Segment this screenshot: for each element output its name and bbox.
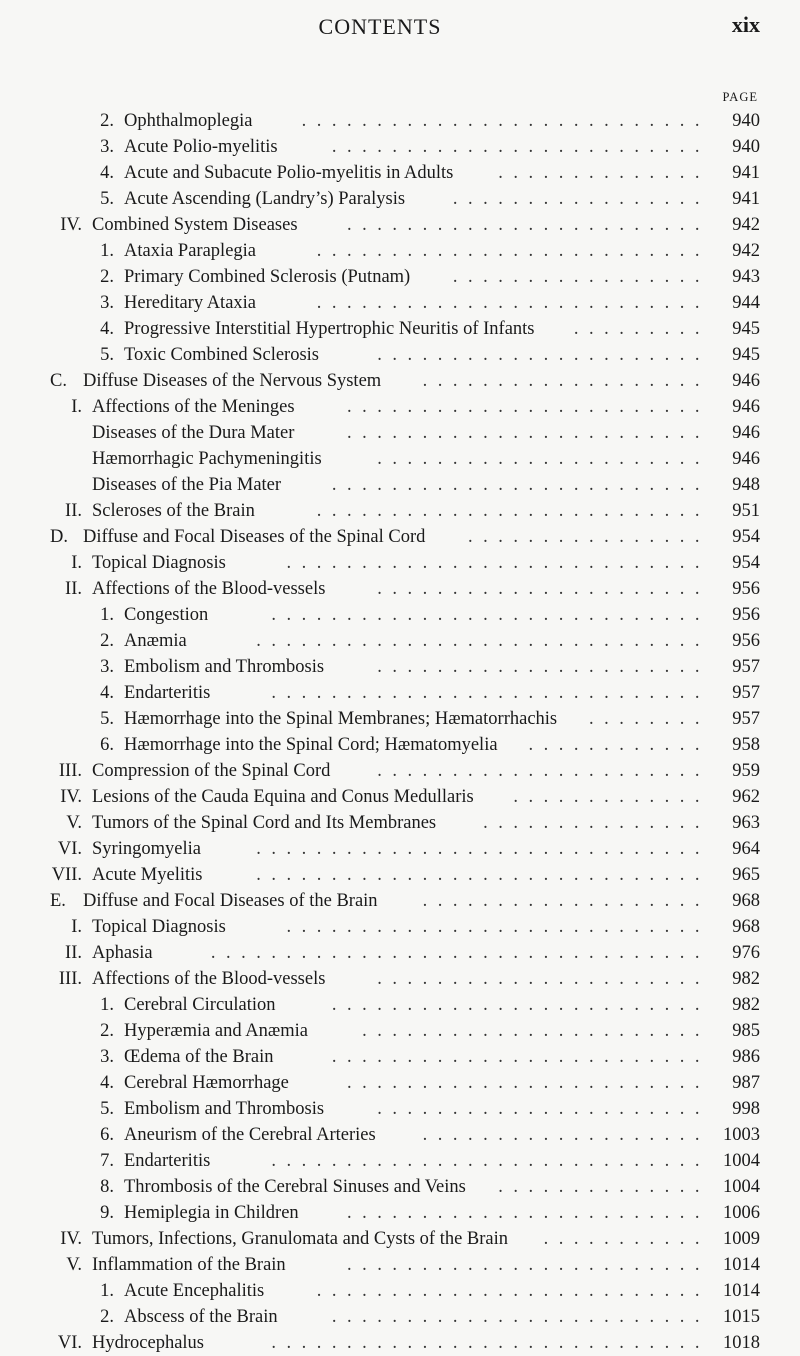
page-column-label: PAGE <box>722 90 758 104</box>
entry-number: 9. <box>100 1203 114 1223</box>
toc-entry <box>0 1330 800 1356</box>
entry-number: 6. <box>100 735 114 755</box>
toc-entry <box>0 1070 800 1096</box>
leader-dots: ........................ <box>347 215 710 235</box>
leader-dots: ........................ <box>347 1255 710 1275</box>
entry-title: Primary Combined Sclerosis (Putnam) <box>124 267 411 287</box>
entry-page-number: 954 <box>732 553 760 573</box>
entry-title: Compression of the Spinal Cord <box>92 761 331 781</box>
entry-page-number: 954 <box>732 527 760 547</box>
toc-entry <box>0 1200 800 1226</box>
entry-title: Hemiplegia in Children <box>124 1203 299 1223</box>
entry-page-number: 941 <box>732 189 760 209</box>
toc-entry <box>0 732 800 758</box>
entry-title: Diseases of the Dura Mater <box>92 423 295 443</box>
leader-dots: ............................ <box>286 917 710 937</box>
toc-entry <box>0 654 800 680</box>
entry-number: III. <box>58 761 82 781</box>
entry-number: 4. <box>100 163 114 183</box>
leader-dots: ................................. <box>210 943 710 963</box>
toc-entry <box>0 316 800 342</box>
entry-number: VII. <box>51 865 82 885</box>
entry-number: 5. <box>100 1099 114 1119</box>
entry-page-number: 982 <box>732 995 760 1015</box>
entry-title: Hereditary Ataxia <box>124 293 257 313</box>
entry-page-number: 962 <box>732 787 760 807</box>
entry-page-number: 963 <box>732 813 760 833</box>
entry-title: Anæmia <box>124 631 187 651</box>
entry-page-number: 1014 <box>723 1255 760 1275</box>
leader-dots: ............................. <box>271 1333 710 1353</box>
entry-number: 1. <box>100 1281 114 1301</box>
entry-page-number: 957 <box>732 683 760 703</box>
entry-page-number: 942 <box>732 215 760 235</box>
toc-entry <box>0 550 800 576</box>
entry-number: II. <box>65 579 82 599</box>
entry-title: Acute Polio-myelitis <box>124 137 278 157</box>
toc-entry <box>0 758 800 784</box>
entry-title: Ataxia Paraplegia <box>124 241 257 261</box>
section-letter: D. <box>50 527 68 547</box>
leader-dots: .............................. <box>256 839 710 859</box>
entry-page-number: 1004 <box>723 1151 760 1171</box>
leader-dots: ...................... <box>377 579 710 599</box>
leader-dots: ................... <box>422 891 710 911</box>
entry-title: Affections of the Meninges <box>92 397 295 417</box>
entry-page-number: 945 <box>732 345 760 365</box>
entry-page-number: 998 <box>732 1099 760 1119</box>
entry-title: Aphasia <box>92 943 153 963</box>
leader-dots: ................... <box>422 1125 710 1145</box>
toc-entry <box>0 1044 800 1070</box>
entry-title: Affections of the Blood-vessels <box>92 579 326 599</box>
page-header <box>0 0 800 60</box>
entry-title: Ophthalmoplegia <box>124 111 253 131</box>
entry-title: Topical Diagnosis <box>92 553 226 573</box>
toc-entry <box>0 940 800 966</box>
leader-dots: ......................... <box>331 995 710 1015</box>
leader-dots: .............................. <box>256 631 710 651</box>
leader-dots: .............. <box>498 163 710 183</box>
toc-entry <box>0 1304 800 1330</box>
leader-dots: ...................... <box>377 449 710 469</box>
toc-entry <box>0 602 800 628</box>
entry-page-number: 976 <box>732 943 760 963</box>
leader-dots: ........................ <box>347 1203 710 1223</box>
leader-dots: ........................... <box>301 111 710 131</box>
entry-page-number: 968 <box>732 891 760 911</box>
entry-page-number: 942 <box>732 241 760 261</box>
entry-page-number: 948 <box>732 475 760 495</box>
leader-dots: .......................... <box>316 241 710 261</box>
leader-dots: ........... <box>543 1229 710 1249</box>
entry-title: Œdema of the Brain <box>124 1047 274 1067</box>
entry-number: 3. <box>100 1047 114 1067</box>
entry-title: Acute and Subacute Polio-myelitis in Adults <box>124 163 454 183</box>
toc-entry <box>0 342 800 368</box>
entry-title: Diseases of the Pia Mater <box>92 475 282 495</box>
entry-number: 4. <box>100 319 114 339</box>
entry-number: 1. <box>100 995 114 1015</box>
entry-page-number: 982 <box>732 969 760 989</box>
entry-page-number: 986 <box>732 1047 760 1067</box>
toc-entry <box>0 1148 800 1174</box>
entry-page-number: 940 <box>732 111 760 131</box>
entry-number: 1. <box>100 605 114 625</box>
toc-entry <box>0 966 800 992</box>
entry-page-number: 957 <box>732 657 760 677</box>
toc-entry <box>0 628 800 654</box>
entry-number: I. <box>71 397 82 417</box>
entry-page-number: 946 <box>732 449 760 469</box>
leader-dots: ......................... <box>331 1047 710 1067</box>
entry-number: 5. <box>100 189 114 209</box>
leader-dots: .......................... <box>316 501 710 521</box>
entry-page-number: 943 <box>732 267 760 287</box>
leader-dots: ...................... <box>377 657 710 677</box>
running-title: CONTENTS <box>318 14 442 39</box>
toc-entry <box>0 810 800 836</box>
entry-title: Abscess of the Brain <box>124 1307 278 1327</box>
entry-number: V. <box>66 813 82 833</box>
entry-title: Affections of the Blood-vessels <box>92 969 326 989</box>
leader-dots: .......................... <box>316 1281 710 1301</box>
entry-page-number: 1018 <box>723 1333 760 1353</box>
entry-title: Toxic Combined Sclerosis <box>124 345 319 365</box>
leader-dots: ........................ <box>347 1073 710 1093</box>
entry-title: Progressive Interstitial Hypertrophic Neuritis of Infants <box>124 319 535 339</box>
toc-entry <box>0 160 800 186</box>
entry-page-number: 1006 <box>723 1203 760 1223</box>
leader-dots: ...................... <box>377 1099 710 1119</box>
toc-entry <box>0 524 800 550</box>
entry-number: IV. <box>60 215 82 235</box>
leader-dots: ...................... <box>377 345 710 365</box>
entry-number: 4. <box>100 683 114 703</box>
entry-title: Embolism and Thrombosis <box>124 1099 325 1119</box>
toc-entry <box>0 784 800 810</box>
table-of-contents <box>0 108 800 1356</box>
entry-page-number: 941 <box>732 163 760 183</box>
entry-page-number: 1004 <box>723 1177 760 1197</box>
entry-title: Congestion <box>124 605 209 625</box>
entry-page-number: 951 <box>732 501 760 521</box>
leader-dots: ............................. <box>271 683 710 703</box>
toc-entry <box>0 576 800 602</box>
leader-dots: ................. <box>452 267 710 287</box>
entry-page-number: 985 <box>732 1021 760 1041</box>
entry-page-number: 944 <box>732 293 760 313</box>
leader-dots: ............................. <box>271 605 710 625</box>
entry-number: 2. <box>100 111 114 131</box>
entry-title: Cerebral Hæmorrhage <box>124 1073 289 1093</box>
entry-number: IV. <box>60 1229 82 1249</box>
leader-dots: ............................ <box>286 553 710 573</box>
entry-number: VI. <box>57 839 82 859</box>
entry-title: Hæmorrhage into the Spinal Cord; Hæmatomyelia <box>124 735 498 755</box>
entry-page-number: 1009 <box>723 1229 760 1249</box>
entry-page-number: 964 <box>732 839 760 859</box>
leader-dots: .......................... <box>316 293 710 313</box>
entry-title: Endarteritis <box>124 1151 211 1171</box>
entry-title: Aneurism of the Cerebral Arteries <box>124 1125 376 1145</box>
entry-number: 8. <box>100 1177 114 1197</box>
entry-page-number: 956 <box>732 631 760 651</box>
entry-page-number: 1015 <box>723 1307 760 1327</box>
entry-title: Combined System Diseases <box>92 215 298 235</box>
entry-number: 2. <box>100 1021 114 1041</box>
entry-page-number: 946 <box>732 397 760 417</box>
entry-page-number: 968 <box>732 917 760 937</box>
entry-number: 4. <box>100 1073 114 1093</box>
entry-title: Hyperæmia and Anæmia <box>124 1021 308 1041</box>
entry-page-number: 956 <box>732 579 760 599</box>
entry-title: Topical Diagnosis <box>92 917 226 937</box>
entry-title: Cerebral Circulation <box>124 995 276 1015</box>
entry-number: 3. <box>100 293 114 313</box>
entry-title: Embolism and Thrombosis <box>124 657 325 677</box>
leader-dots: ............ <box>528 735 710 755</box>
toc-entry <box>0 836 800 862</box>
leader-dots: ................ <box>468 527 710 547</box>
entry-title: Diffuse Diseases of the Nervous System <box>83 371 382 391</box>
toc-entry <box>0 1018 800 1044</box>
entry-page-number: 958 <box>732 735 760 755</box>
leader-dots: ........................ <box>347 397 710 417</box>
entry-title: Tumors, Infections, Granulomata and Cysts of the Brain <box>92 1229 509 1249</box>
entry-title: Inflammation of the Brain <box>92 1255 286 1275</box>
toc-entry <box>0 290 800 316</box>
leader-dots: ......................... <box>331 475 710 495</box>
entry-number: 3. <box>100 137 114 157</box>
leader-dots: ........ <box>589 709 710 729</box>
toc-entry <box>0 862 800 888</box>
entry-number: I. <box>71 553 82 573</box>
leader-dots: ........................ <box>347 423 710 443</box>
entry-title: Syringomyelia <box>92 839 201 859</box>
entry-page-number: 945 <box>732 319 760 339</box>
toc-entry <box>0 186 800 212</box>
leader-dots: .............................. <box>256 865 710 885</box>
toc-entry <box>0 1252 800 1278</box>
section-letter: C. <box>50 371 67 391</box>
entry-page-number: 987 <box>732 1073 760 1093</box>
section-letter: E. <box>50 891 66 911</box>
entry-title: Acute Myelitis <box>92 865 203 885</box>
entry-number: 3. <box>100 657 114 677</box>
entry-title: Diffuse and Focal Diseases of the Brain <box>83 891 378 911</box>
toc-entry <box>0 1096 800 1122</box>
leader-dots: ......... <box>573 319 710 339</box>
toc-entry <box>0 1226 800 1252</box>
entry-title: Tumors of the Spinal Cord and Its Membranes <box>92 813 437 833</box>
leader-dots: ............................. <box>271 1151 710 1171</box>
leader-dots: ................. <box>452 189 710 209</box>
entry-number: I. <box>71 917 82 937</box>
toc-entry <box>0 680 800 706</box>
leader-dots: ...................... <box>377 969 710 989</box>
toc-entry <box>0 108 800 134</box>
entry-number: II. <box>65 501 82 521</box>
toc-entry <box>0 1174 800 1200</box>
toc-entry <box>0 212 800 238</box>
entry-number: 5. <box>100 709 114 729</box>
toc-entry <box>0 706 800 732</box>
page-number: xix <box>731 12 760 37</box>
entry-title: Acute Ascending (Landry’s) Paralysis <box>124 189 406 209</box>
entry-number: V. <box>66 1255 82 1275</box>
toc-entry <box>0 420 800 446</box>
leader-dots: ......................... <box>331 137 710 157</box>
entry-page-number: 956 <box>732 605 760 625</box>
entry-number: 5. <box>100 345 114 365</box>
entry-title: Hæmorrhagic Pachymeningitis <box>92 449 322 469</box>
toc-entry <box>0 472 800 498</box>
toc-entry <box>0 264 800 290</box>
leader-dots: .............. <box>498 1177 710 1197</box>
toc-entry <box>0 134 800 160</box>
toc-entry <box>0 498 800 524</box>
leader-dots: ......................... <box>331 1307 710 1327</box>
entry-number: 2. <box>100 631 114 651</box>
toc-entry <box>0 888 800 914</box>
entry-page-number: 1003 <box>723 1125 760 1145</box>
entry-title: Acute Encephalitis <box>124 1281 265 1301</box>
entry-number: IV. <box>60 787 82 807</box>
entry-page-number: 940 <box>732 137 760 157</box>
toc-entry <box>0 394 800 420</box>
entry-number: III. <box>58 969 82 989</box>
toc-entry <box>0 914 800 940</box>
toc-entry <box>0 1278 800 1304</box>
toc-entry <box>0 992 800 1018</box>
entry-title: Diffuse and Focal Diseases of the Spinal Cord <box>83 527 426 547</box>
entry-page-number: 946 <box>732 371 760 391</box>
toc-entry <box>0 446 800 472</box>
entry-page-number: 959 <box>732 761 760 781</box>
entry-title: Thrombosis of the Cerebral Sinuses and Veins <box>124 1177 466 1197</box>
entry-number: 7. <box>100 1151 114 1171</box>
toc-entry <box>0 1122 800 1148</box>
entry-number: 2. <box>100 1307 114 1327</box>
entry-title: Hæmorrhage into the Spinal Membranes; Hæmatorrhachis <box>124 709 558 729</box>
toc-entry <box>0 368 800 394</box>
entry-page-number: 946 <box>732 423 760 443</box>
entry-page-number: 957 <box>732 709 760 729</box>
entry-title: Hydrocephalus <box>92 1333 204 1353</box>
leader-dots: ...................... <box>377 761 710 781</box>
entry-page-number: 965 <box>732 865 760 885</box>
leader-dots: ................... <box>422 371 710 391</box>
leader-dots: ............... <box>483 813 710 833</box>
entry-number: II. <box>65 943 82 963</box>
entry-title: Lesions of the Cauda Equina and Conus Medullaris <box>92 787 474 807</box>
entry-number: 6. <box>100 1125 114 1145</box>
entry-title: Scleroses of the Brain <box>92 501 255 521</box>
toc-entry <box>0 238 800 264</box>
entry-page-number: 1014 <box>723 1281 760 1301</box>
leader-dots: ....................... <box>362 1021 710 1041</box>
entry-title: Endarteritis <box>124 683 211 703</box>
entry-number: VI. <box>57 1333 82 1353</box>
entry-number: 1. <box>100 241 114 261</box>
entry-number: 2. <box>100 267 114 287</box>
leader-dots: ............. <box>513 787 710 807</box>
